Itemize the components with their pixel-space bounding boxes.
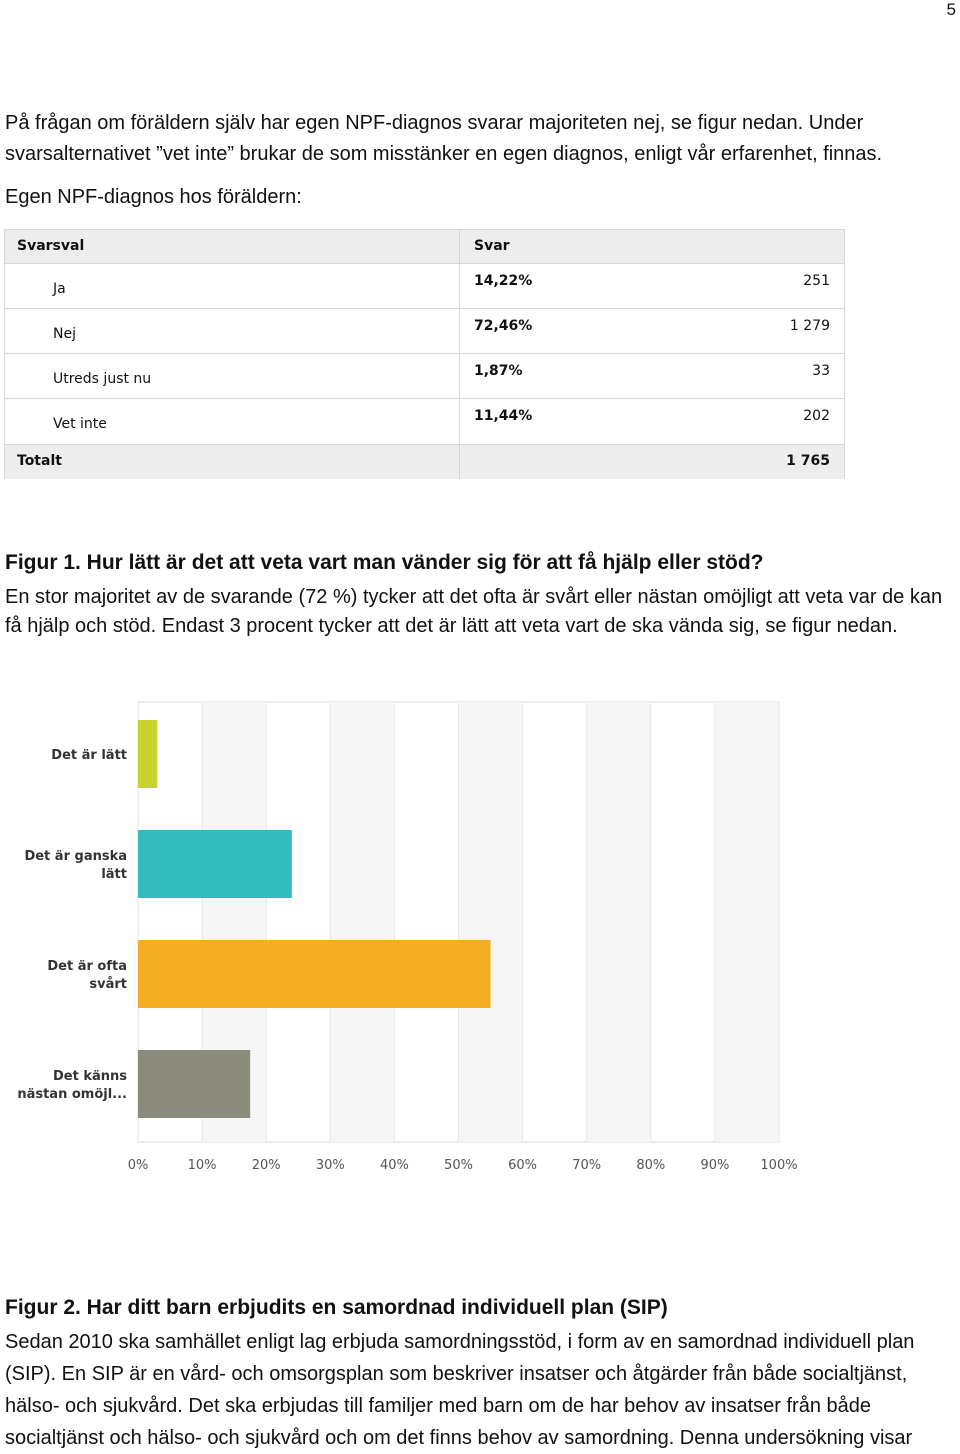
page-number: 5 <box>946 0 956 19</box>
total-label: Totalt <box>17 453 62 469</box>
table-caption: Egen NPF-diagnos hos föräldern: <box>5 186 302 208</box>
row-count: 202 <box>803 408 830 424</box>
survey-results-table <box>4 229 845 479</box>
category-label: Det är ganska <box>24 849 127 864</box>
row-percent: 72,46% <box>474 318 533 334</box>
figure1-paragraph: En stor majoritet av de svarande (72 %) tycker att det ofta är svårt eller nästan omöjligt att veta var de kan få hjälp och stöd. Endast 3 procent tycker att det är lätt att veta vart de ska vända sig, se figur nedan. <box>5 586 943 637</box>
table-row <box>5 264 844 309</box>
x-tick-label: 50% <box>444 1158 473 1173</box>
header-svarsval: Svarsval <box>17 238 85 254</box>
bar-chart <box>0 680 800 1180</box>
row-label: Nej <box>53 326 76 342</box>
header-svar: Svar <box>474 238 510 254</box>
grid-band <box>330 702 394 1142</box>
x-tick-label: 90% <box>700 1158 730 1173</box>
bar <box>138 940 491 1008</box>
row-percent: 14,22% <box>474 273 533 289</box>
table-row <box>5 399 844 445</box>
x-tick-label: 20% <box>251 1158 281 1173</box>
x-tick-label: 100% <box>760 1158 798 1173</box>
figure2-paragraph: Sedan 2010 ska samhället enligt lag erbjuda samordningsstöd, i form av en samordnad individuell plan (SIP). En SIP är en vård- och omsorgsplan som beskriver insatser och åtgärder från både socialtjänst, hälso- och sjukvård. Det ska erbjudas till familjer med barn om de har behov av insatser från både socialtjänst och hälso- och sjukvård och om det finns behov av samordning. Denna undersökning visar <box>5 1331 915 1449</box>
row-count: 1 279 <box>789 318 830 334</box>
row-percent: 1,87% <box>474 363 523 379</box>
x-tick-label: 30% <box>315 1158 345 1173</box>
x-tick-label: 40% <box>379 1158 409 1173</box>
row-percent: 11,44% <box>474 408 533 424</box>
table-row <box>5 309 844 354</box>
bar-chart-svg <box>0 680 800 1180</box>
bar <box>138 830 292 898</box>
x-tick-label: 70% <box>572 1158 602 1173</box>
category-label: svårt <box>89 977 127 992</box>
intro-paragraph: På frågan om föräldern själv har egen NPF-diagnos svarar majoriteten nej, se figur nedan. Under svarsalternativet ”vet inte” brukar de som misstänker en egen diagnos, enligt vår erfarenhet, finnas. <box>5 112 883 165</box>
row-count: 33 <box>812 363 830 379</box>
row-label: Utreds just nu <box>53 371 152 387</box>
category-label: Det är lätt <box>51 748 127 763</box>
x-tick-label: 80% <box>636 1158 666 1173</box>
category-label: nästan omöjl... <box>17 1087 127 1102</box>
row-label: Vet inte <box>53 416 107 432</box>
row-count: 251 <box>803 273 830 289</box>
grid-band <box>459 702 523 1142</box>
table-row <box>5 354 844 399</box>
table-total-row <box>5 445 844 479</box>
x-tick-label: 60% <box>508 1158 538 1173</box>
total-count: 1 765 <box>786 453 830 469</box>
category-label: Det känns <box>52 1069 127 1084</box>
row-label: Ja <box>53 281 66 297</box>
x-tick-label: 10% <box>187 1158 217 1173</box>
figure1-heading: Figur 1. Hur lätt är det att veta vart man vänder sig för att få hjälp eller stöd? <box>5 551 764 574</box>
figure2-heading: Figur 2. Har ditt barn erbjudits en samordnad individuell plan (SIP) <box>5 1296 668 1319</box>
bar <box>138 720 157 788</box>
grid-band <box>587 702 651 1142</box>
table-header-row <box>5 230 844 264</box>
grid-band <box>715 702 779 1142</box>
bar <box>138 1050 250 1118</box>
x-tick-label: 0% <box>127 1158 149 1173</box>
category-label: lätt <box>101 867 127 882</box>
category-label: Det är ofta <box>47 959 127 974</box>
